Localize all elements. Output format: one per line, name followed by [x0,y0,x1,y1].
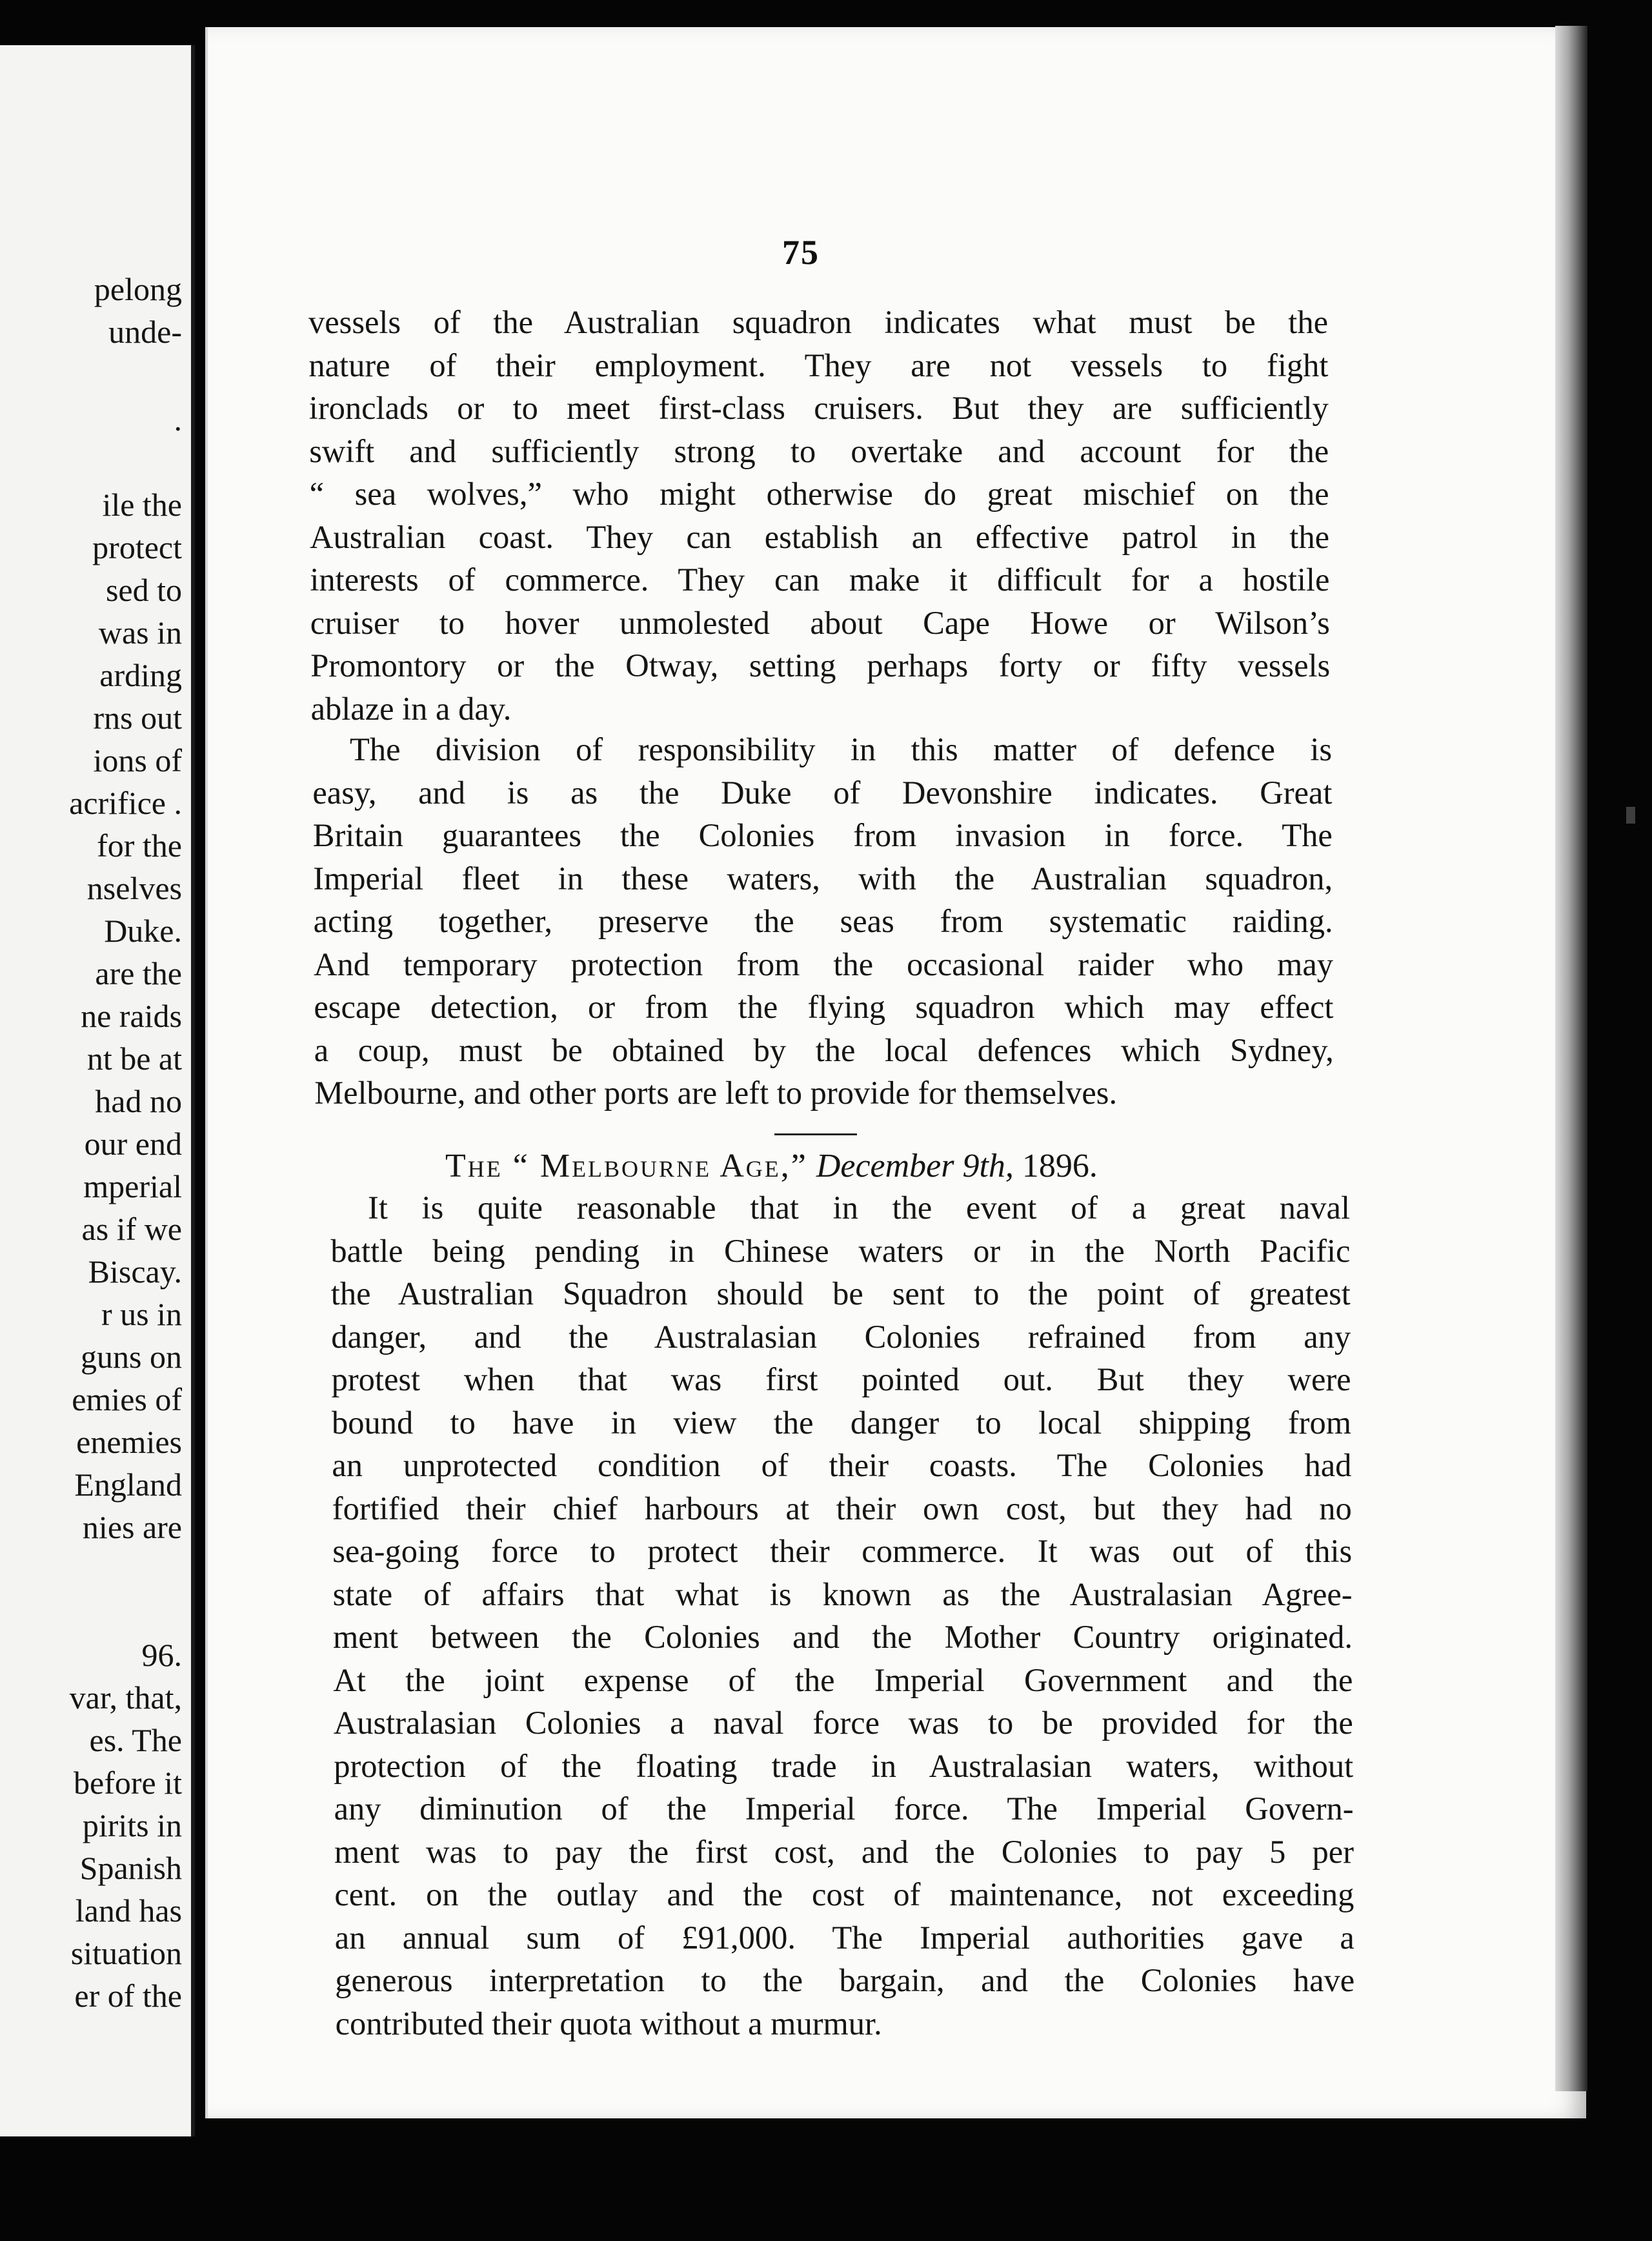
text-line: protest when that was first pointed out. But they were [331,1361,1351,1397]
left-page-fragment: r us in [101,1296,182,1332]
left-page-fragment: pelong [94,271,182,307]
left-page-fragment: var, that, [69,1679,182,1716]
text-line: ablaze in a day. [310,690,512,727]
text-line: bound to have in view the danger to local shipping from [332,1404,1351,1441]
left-page-fragment: guns on [81,1339,182,1375]
left-page-fragment: are the [95,955,182,991]
text-line: The division of responsibility in this matter of defence is [350,731,1332,767]
left-page-fragment: Spanish [79,1850,182,1886]
text-line: contributed their quota without a murmur. [335,2005,882,2042]
left-page-fragment: er of the [74,1978,182,2014]
left-page-fragment: as if we [81,1211,182,1247]
text-line: danger, and the Australasian Colonies refrained from any [331,1318,1351,1355]
left-page-fragment: 96. [141,1637,182,1673]
left-page-fragment: had no [95,1083,182,1119]
left-page-fragment: land has [75,1892,182,1929]
scan-speck [1626,807,1635,824]
text-line: Promontory or the Otway, setting perhaps forty or fifty vessels [310,647,1331,684]
text-line: interests of commerce. They can make it difficult for a hostile [310,562,1330,598]
text-line: Australian coast. They can establish an effective patrol in the [310,518,1329,555]
text-line: protection of the floating trade in Australasian waters, without [334,1747,1354,1784]
text-line: state of affairs that what is known as the Australasian Agree- [332,1576,1353,1612]
text-line: sea-going force to protect their commerce. It was out of this [332,1533,1353,1569]
left-page-fragment: for the [97,827,182,864]
text-line: swift and sufficiently strong to overtake and account for the [309,432,1329,469]
text-line: an annual sum of £91,000. The Imperial authorities gave a [334,1919,1355,1956]
text-line: acting together, preserve the seas from systematic raiding. [313,903,1333,939]
text-line: easy, and is as the Duke of Devonshire indicates. Great [312,774,1333,811]
left-page-fragment: ile the [102,487,182,523]
left-page-fragment: ions of [93,742,182,778]
text-line: any diminution of the Imperial force. The Imperial Govern- [334,1790,1354,1827]
left-page-fragment: sed to [105,572,182,608]
heading-title: The “ Melbourne Age,” [445,1148,808,1184]
text-line: At the joint expense of the Imperial Government and the [333,1661,1353,1698]
left-page-fragment: before it [74,1765,182,1801]
left-page-fragment: nies are [82,1509,182,1545]
text-line: a coup, must be obtained by the local defences which Sydney, [314,1031,1334,1068]
text-line: fortified their chief harbours at their own cost, but they had no [332,1490,1352,1526]
left-page-fragment: pirits in [82,1807,182,1843]
left-page-fragment: protect [92,529,182,565]
left-page-fragment: . [174,401,182,438]
page-edge-shadow [1555,26,1587,2091]
text-line: And temporary protection from the occasional raider who may [314,946,1333,982]
left-page-fragment: es. The [89,1722,182,1758]
text-line: generous interpretation to the bargain, and the Colonies have [335,1962,1355,1998]
heading-date: December 9th, [816,1148,1014,1184]
text-line: Melbourne, and other ports are left to provide for themselves. [314,1075,1118,1111]
section-rule [774,1133,857,1135]
text-line: vessels of the Australian squadron indicates what must be the [308,304,1328,340]
left-page-fragment: nt be at [86,1040,182,1077]
left-page-fragment: rns out [93,700,182,736]
text-line: battle being pending in Chinese waters or in the North Pacific [330,1232,1351,1269]
left-page-fragment: unde- [108,314,182,350]
heading-year: 1896. [1022,1148,1098,1184]
text-line: nature of their employment. They are not vessels to fight [308,347,1329,383]
text-line: ment was to pay the first cost, and the Colonies to pay 5 per [334,1833,1354,1870]
text-line: Britain guarantees the Colonies from invasion in force. The [312,817,1333,853]
left-page-fragment: situation [70,1935,182,1971]
left-page-fragment: acrifice . [69,785,182,821]
text-line: an unprotected condition of their coasts. The Colonies had [332,1447,1352,1483]
text-line: cent. on the outlay and the cost of maintenance, not exceeding [334,1876,1355,1912]
left-page-fragment: enemies [76,1424,182,1460]
page-number: 75 [782,233,820,272]
left-page-fragment: Duke. [104,913,182,949]
text-line: Imperial fleet in these waters, with the Australian squadron, [313,860,1333,897]
left-page-fragment: arding [99,657,182,693]
left-page-fragment: nselves [86,870,182,906]
text-line: ment between the Colonies and the Mother Country originated. [333,1619,1353,1655]
left-page-fragment: mperial [83,1168,182,1204]
left-page-fragment: Biscay. [88,1253,182,1290]
left-facing-page [0,45,195,2136]
left-page-fragment: emies of [72,1381,182,1417]
text-line: escape detection, or from the flying squadron which may effect [314,989,1334,1025]
left-page-fragment: ne raids [81,998,182,1034]
text-line: cruiser to hover unmolested about Cape Howe or Wilson’s [310,604,1330,641]
text-line: It is quite reasonable that in the event of a great naval [368,1190,1350,1226]
left-page-fragment: our end [84,1126,182,1162]
text-line: the Australian Squadron should be sent to the point of greatest [330,1275,1351,1312]
left-page-fragment: England [74,1466,182,1503]
left-page-fragment: was in [98,614,182,651]
text-line: Australasian Colonies a naval force was to be provided for the [333,1705,1353,1741]
text-line: ironclads or to meet first-class cruisers. But they are sufficiently [308,390,1329,426]
section-heading [445,1144,1245,1189]
text-line: “ sea wolves,” who might otherwise do great mischief on the [309,476,1329,512]
